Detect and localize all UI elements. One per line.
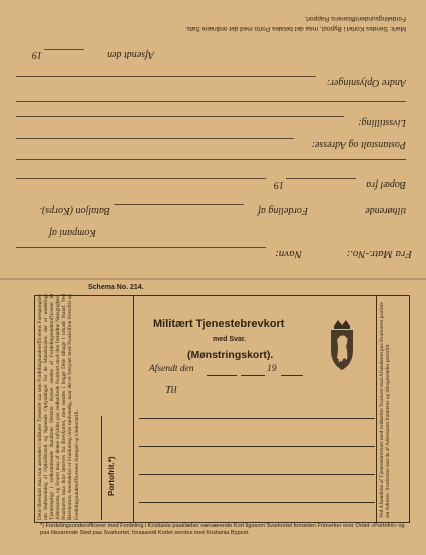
reply-bopael-line <box>286 178 356 179</box>
reply-bopael-label: Bopæl fra <box>366 179 406 190</box>
right-instructions-text: Ved Afsendelse af Tjenestebrevkort med vedhæftet Svarkort skal Afsenderen paa Svarkortet paaføre sin Adresse. Svarkortet kan da af Adressaten frankeres og tilbagesendes portofrit. <box>379 302 391 518</box>
address-line-4 <box>139 502 375 503</box>
card-frame <box>34 295 410 523</box>
address-line-1 <box>139 418 375 419</box>
reply-line-2 <box>16 101 406 102</box>
reply-andre-label: Andre Oplysninger: <box>326 77 406 88</box>
afsendt-line-year <box>281 375 303 376</box>
porto-box <box>101 416 132 520</box>
right-instructions-column <box>376 296 409 522</box>
reply-tilhorende-label: tilhørende <box>365 205 406 216</box>
instructions-text: Dette Brevkort maa kun anvendes i militære Tjenester saa som Fordelingsunderofficerens Forespørgsler om Indberetning af Opholdssted og lignende Oplysninger for de Mandskaber, der er underlagt Tjenestepligt i vedkommende Batalions Distrikt. Kortet sendes af Fordelingsunderofficeren til Adressaten, og Svaret maa af denne utfyldes paa vedhæftede Svarkort med den fornødne Nøiagtighed. Svarkortet maa ikke løsrives fra Brevkortet, men sendes i begge Dele tilbage i uskadt Stand. Ved Brevkortets Anvendelse er Frankering ikke nødvendig, naar det er forsynet med Paaskriften Portofrit og Fordelingsunderofficerens Stempel og Underskrift. <box>37 294 80 520</box>
norwegian-lion-crest-icon <box>327 318 357 374</box>
reply-postanstalt-line <box>16 138 294 139</box>
service-card-front <box>0 280 426 555</box>
reply-matr-label: Fra Matr.-No.: <box>346 248 412 260</box>
afsendt-line-day <box>207 375 237 376</box>
reply-postanstalt-label: Postanstalt og Adresse: <box>311 139 406 150</box>
reply-andre-line <box>16 76 316 77</box>
afsendt-year: 19 <box>267 364 277 374</box>
reply-afsendt-label: Afsendt den <box>107 49 154 60</box>
card-title: Militært Tjenestebrevkort <box>153 318 285 330</box>
reply-afsendt-line <box>44 49 84 50</box>
reply-bataljon-label: Bataljon (Korps). <box>39 205 110 216</box>
til-label: Til <box>165 384 177 396</box>
address-line-2 <box>139 446 375 447</box>
reply-fordeling-label: Fordeling af <box>258 205 308 216</box>
reply-fordeling-line <box>114 204 244 205</box>
reply-note-line1: Mark: Sendes Kortet i Bypost, maa det betales Porto med det ordinære Sats. <box>184 25 406 32</box>
reply-livsstilling-line <box>16 116 344 117</box>
reply-navn-line <box>16 247 266 248</box>
reply-afsendt-year: 19 <box>32 49 42 60</box>
afsendt-line-month <box>241 375 265 376</box>
left-instructions-column <box>35 296 134 522</box>
footnote: *) Fordelingsunderofficerer med Fordeling i Kristiania paaklæber nærværende Kort ligesom Svarkortet fornøden Frimerker over Ordet «Portofrit» og paa tilsvarende Sted paa Svarkortet, forsaavidt Kortet sendes med Kristiania Bypost. <box>40 523 405 536</box>
reply-bopael-year: 19 <box>274 179 284 190</box>
afsendt-label: Afsendt den <box>149 364 194 374</box>
portofrit-label: Portofrit.*) <box>107 456 116 496</box>
reply-kompani-label: Kompani af <box>49 227 96 238</box>
card-subtitle: med Svar. <box>213 336 247 343</box>
reply-bopael-line2 <box>16 178 266 179</box>
reply-navn-label: Navn: <box>275 248 302 260</box>
card-subtitle2: (Mønstringskort). <box>187 349 274 361</box>
schema-number: Schema No. 214. <box>88 284 144 291</box>
reply-note-line2: Fordelingsunderofficerens Rapport. <box>304 15 406 22</box>
reply-livsstilling-label: Livsstilling: <box>358 117 406 128</box>
reply-line-3 <box>16 159 406 160</box>
address-line-3 <box>139 474 375 475</box>
